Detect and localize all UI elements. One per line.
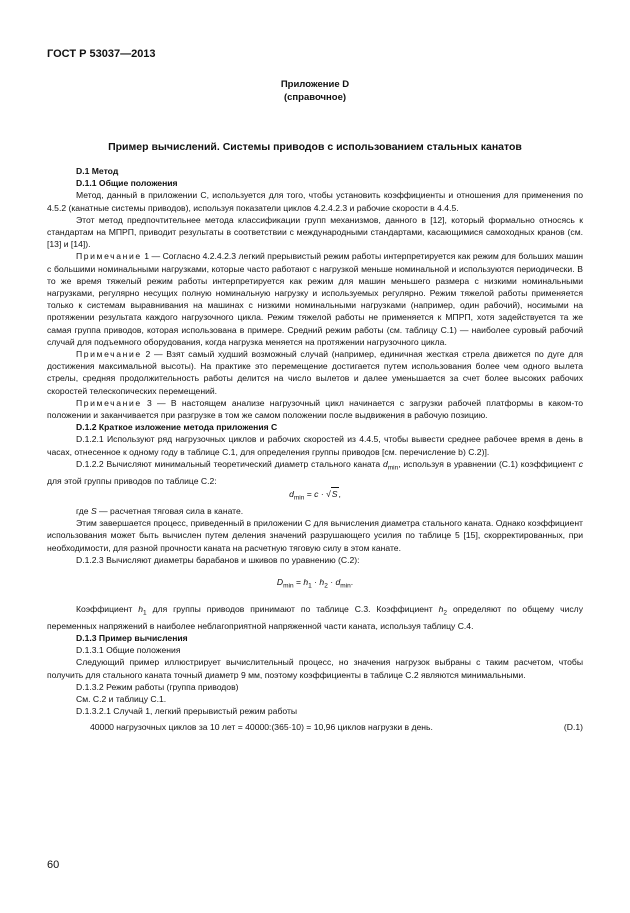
note-label: Примечание (76, 251, 142, 262)
note-1 (47, 250, 583, 348)
heading-d11: D.1.1 Общие положения (76, 178, 178, 189)
note-label: Примечание (76, 397, 142, 408)
note-1-text: 1 — Согласно 4.2.4.2.3 легкий прерывистый режим работы интерпретируется как режим для больших машин с большими номинальными нагрузками, которые часто работают с нагрузкой меньше номинальной и используются периодически. В то же время тяжелый режим работы интерпретируется как режим для машин меньшего размера с низкими номинальными нагрузками, регулярно несущих полную номинальную нагрузку и используемых регулярно. Режим тяжелой работы применяется только к системам выравнивания на машинах с низкими номинальными нагрузками (например, один рабочий), носимыми на протяжении результата каждого нагрузочного цикла. Режим тяжелой работы не применяется к МПРП, хотя задействуется та же самая группа приводов, которая использована в примере. Средний режим работы (см. таблицу С.1) — наиболее суровый рабочий случай для подъемного оборудования, когда нагрузка меняется на протяжении нагрузочного цикла. (47, 251, 583, 347)
page-number: 60 (47, 859, 60, 871)
note-2-text: 2 — Взят самый худший возможный случай (например, единичная жесткая стрела движется по дуге для достижения максимальной высоты). На практике это перемещение достигается путем использования более чем одного вылета стрелы, средняя продолжительность работы делится на число вылетов и далее уменьшается за счет более высоких рабочих скоростей телескопических перемещений. (47, 349, 583, 396)
paragraph-d123: D.1.2.3 Вычисляют диаметры барабанов и шкивов по уравнению (С.2): (76, 554, 360, 565)
line-see: См. С.2 и таблицу С.1. (76, 694, 167, 704)
note-2 (47, 348, 583, 397)
paragraph-coefficients: Коэффициент $h_1$ для группы приводов принимают по таблице С.3. Коэффициент $h_2$ определяют по общему числу переменных напряжений в наиболее неблагоприятной напряженной части каната, используя таблицу С.4. (47, 603, 583, 631)
formula-c2: $D_{min} = h_1 \cdot h_2 \cdot d_{min}$. (276, 576, 354, 590)
equation-d1 (47, 721, 583, 733)
sqrt-argument: S (331, 489, 338, 499)
where-line: где S — расчетная тяговая сила в канате. (76, 505, 244, 516)
paragraph-d121: D.1.2.1 Используют ряд нагрузочных циклов и рабочих скоростей из 4.4.5, чтобы вывести среднее рабочее время в день в часах, отнесенное к одному году в таблице С.1, для определения группы приводов [см. перечисление b) С.2)]. (47, 434, 583, 457)
line-d132: D.1.3.2 Режим работы (группа приводов) (76, 681, 239, 692)
line-d1321: D.1.3.2.1 Случай 1, легкий прерывистый режим работы (76, 706, 298, 717)
line-d131: D.1.3.1 Общие положения (76, 645, 181, 656)
appendix-title: Приложение D (280, 79, 350, 90)
paragraph-preference: Этот метод предпочтительнее метода классификации групп механизмов, данного в [12], который формально относясь к стандартам на МПРП, приводит результаты в соответствии с международными стандартами, касающимися самоходных кранов (см. [13] и [14]). (47, 214, 583, 250)
document-body (47, 165, 583, 734)
equation-d1-number: (D.1) (563, 722, 583, 733)
heading-d1: D.1 Метод (76, 166, 119, 176)
note-3 (47, 397, 583, 421)
appendix-subtitle: (справочное) (283, 92, 347, 103)
equation-d1-text: 40000 нагрузочных циклов за 10 лет = 40000:(365·10) = 10,96 циклов нагрузки в день. (90, 722, 433, 733)
section-title: Пример вычислений. Системы приводов с использованием стальных канатов (108, 141, 522, 153)
note-3-text: 3 — В настоящем анализе нагрузочный цикл начинается с загрузки рабочей платформы в каком-то положении и заканчивается при разгрузке в том же самом положении после выдвижения в рабочую позицию. (47, 397, 583, 421)
standard-header: ГОСТ Р 53037—2013 (47, 48, 156, 60)
formula-c1: $d_{min} = c \cdot √S$, (289, 489, 341, 502)
heading-d13: D.1.3 Пример вычисления (76, 632, 188, 643)
paragraph-method: Метод, данный в приложении С, используется для того, чтобы установить коэффициенты и отношения для применения по 4.5.2 (канатные системы приводов), используя показатели циклов 4.2.4.2.3 и рабочие скорости в 4.4.5. (47, 190, 583, 213)
note-label: Примечание (76, 349, 142, 360)
paragraph-example: Следующий пример иллюстрирует вычислительный процесс, но значения нагрузок выбраны с таким расчетом, чтобы получить для стального каната точный диаметр 9 мм, поэтому коэффициенты в таблице С.2 являются минимальными. (47, 657, 583, 680)
paragraph-conclusion: Этим завершается процесс, приведенный в приложении С для вычисления диаметра стального каната. Однако коэффициент использования может быть вычислен путем деления значений разрушающего усилия по таблице 5 [15], скорректированных, при необходимости, для разной прочности каната на расчетную тяговую силу в этом канате. (47, 518, 583, 553)
paragraph-d122: D.1.2.2 Вычисляют минимальный теоретический диаметр стального каната $d_{min}$, используя в уравнении (С.1) коэффициент c для этой группы приводов по таблице С.2: (47, 458, 584, 486)
heading-d12: D.1.2 Краткое изложение метода приложения С (76, 422, 278, 433)
